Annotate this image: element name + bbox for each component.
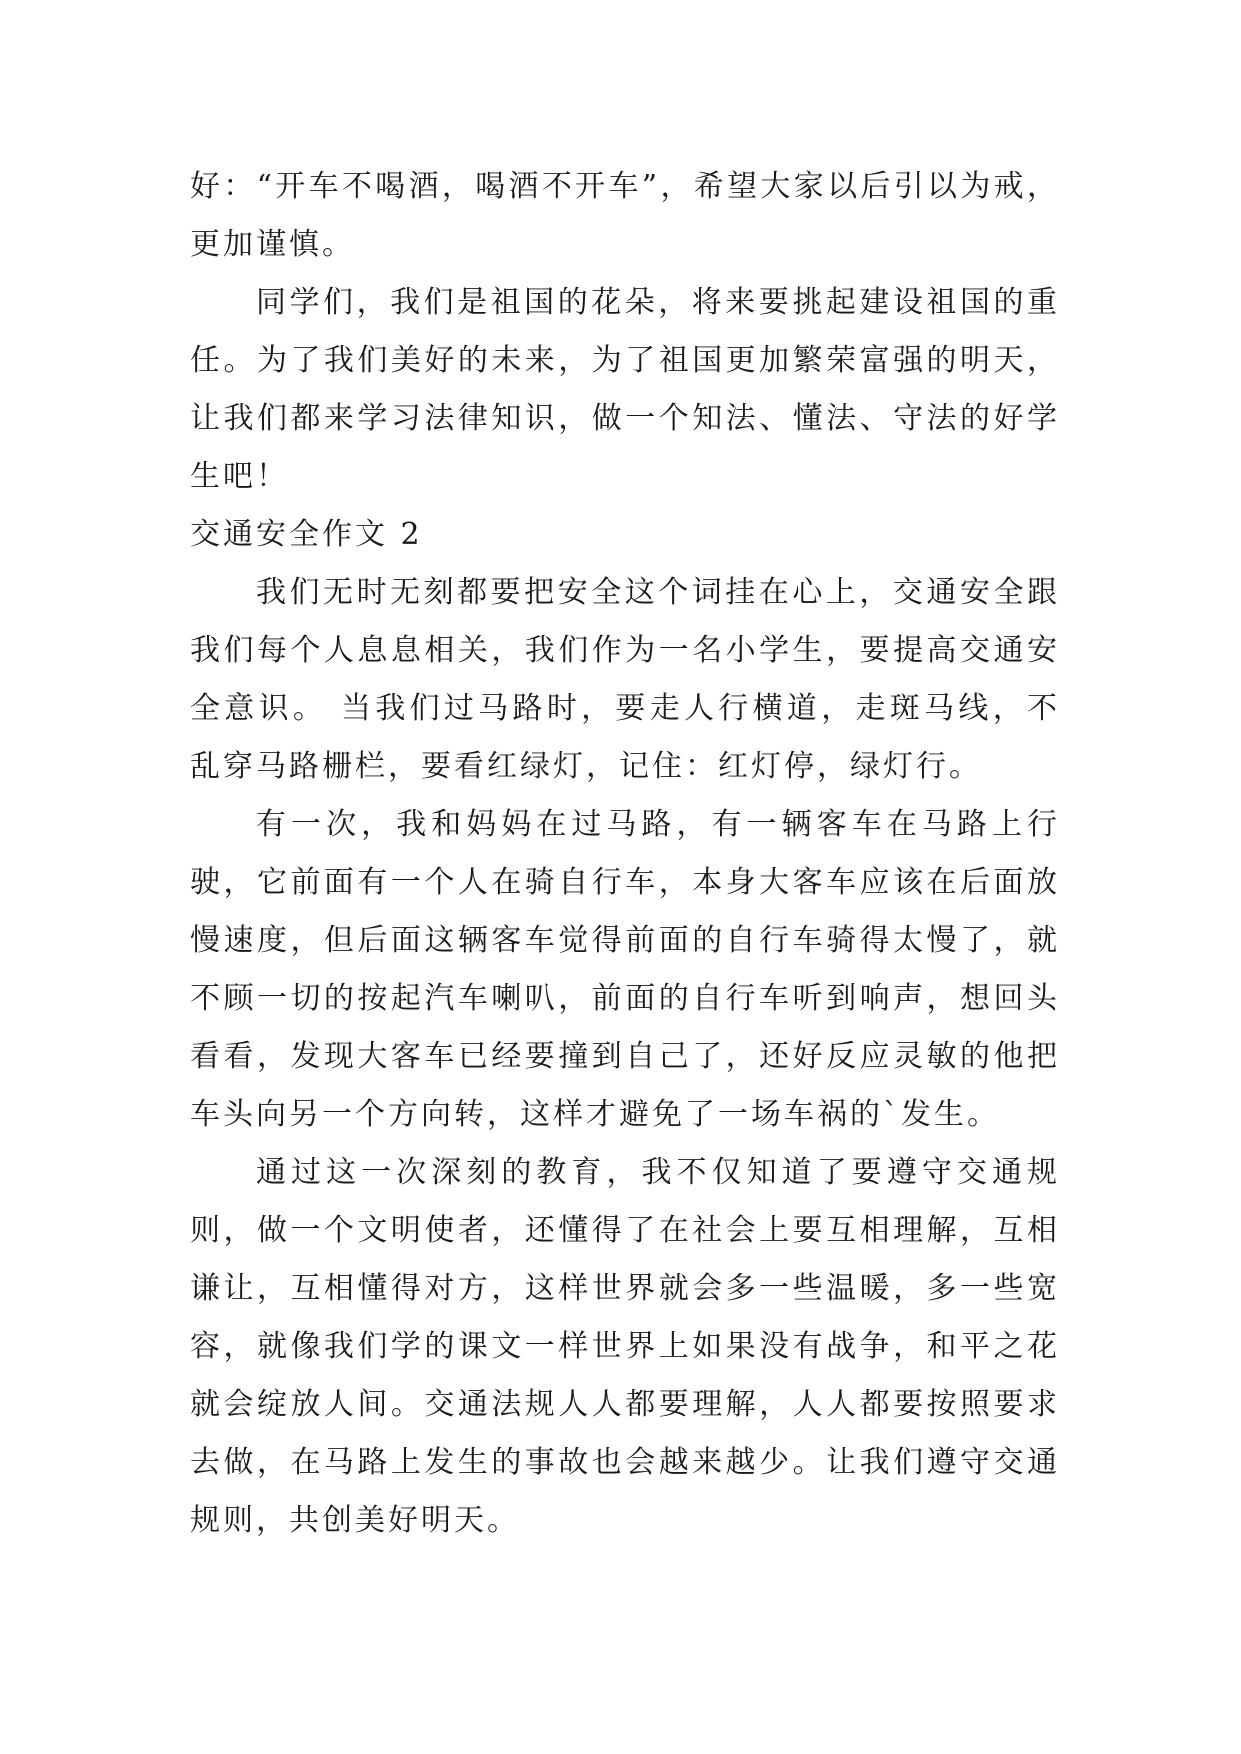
paragraph-conclusion: 同学们，我们是祖国的花朵，将来要挑起建设祖国的重任。为了我们美好的未来，为了祖国更加繁荣富强的明天，让我们都来学习法律知识，做一个知法、懂法、守法的好学生吧！ — [190, 285, 1060, 494]
document-body — [190, 158, 1060, 1550]
paragraph-story: 有一次，我和妈妈在过马路，有一辆客车在马路上行驶，它前面有一个人在骑自行车，本身大客车应该在后面放慢速度，但后面这辆客车觉得前面的自行车骑得太慢了，就不顾一切的按起汽车喇叭，前面的自行车听到响声，想回头看看，发现大客车已经要撞到自己了，还好反应灵敏的他把车头向另一个方向转，这样才避免了一场车祸的`发生。 — [190, 807, 1060, 1132]
paragraph-lesson: 通过这一次深刻的教育，我不仅知道了要遵守交通规则，做一个文明使者，还懂得了在社会上要互相理解，互相谦让，互相懂得对方，这样世界就会多一些温暖，多一些宽容，就像我们学的课文一样世界上如果没有战争，和平之花就会绽放人间。交通法规人人都要理解，人人都要按照要求去做，在马路上发生的事故也会越来越少。让我们遵守交通规则，共创美好明天。 — [190, 1155, 1060, 1538]
section-title: 交通安全作文 2 — [190, 517, 423, 552]
paragraph-safety-awareness: 我们无时无刻都要把安全这个词挂在心上，交通安全跟我们每个人息息相关，我们作为一名小学生，要提高交通安全意识。 当我们过马路时，要走人行横道，走斑马线，不乱穿马路栅栏，要看红绿灯，记住：红灯停，绿灯行。 — [190, 575, 1060, 784]
paragraph-continuation: 好：“开车不喝酒，喝酒不开车”，希望大家以后引以为戒，更加谨慎。 — [190, 169, 1060, 262]
